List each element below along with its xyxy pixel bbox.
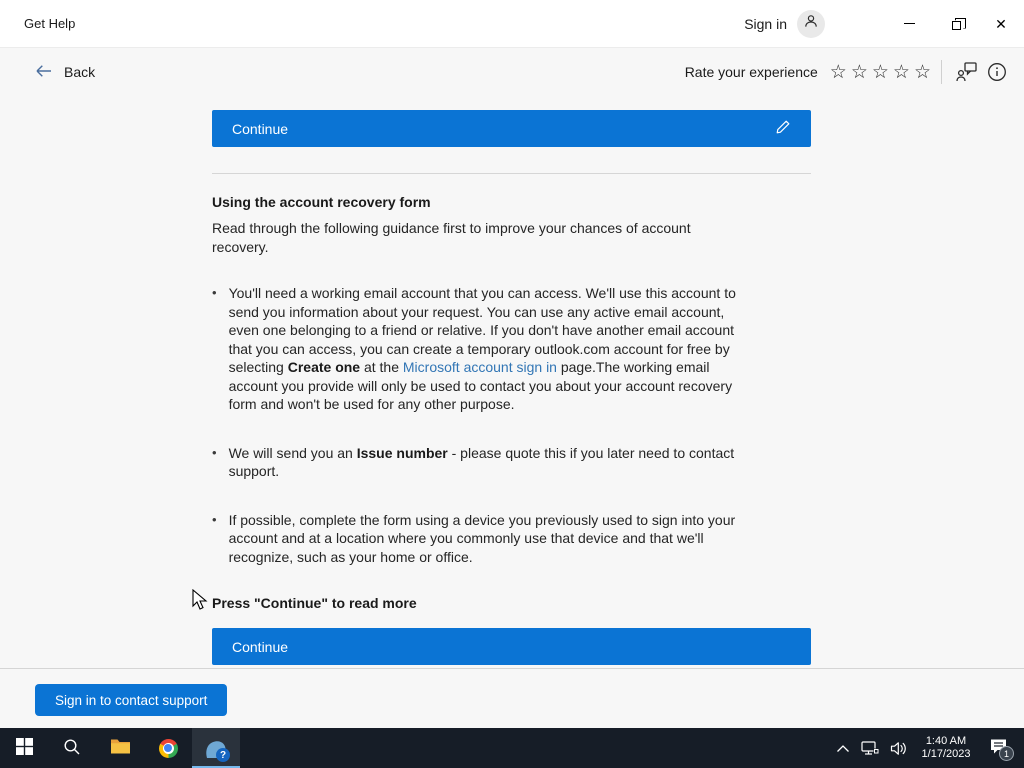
info-icon[interactable] bbox=[982, 57, 1012, 87]
rate-experience-label: Rate your experience bbox=[684, 64, 818, 80]
chrome-button[interactable] bbox=[144, 728, 192, 768]
toolbar-divider bbox=[941, 60, 942, 84]
back-button[interactable] bbox=[35, 64, 95, 81]
main-content bbox=[212, 110, 811, 665]
taskbar-clock[interactable] bbox=[914, 735, 978, 761]
clock-date: 1/17/2023 bbox=[921, 748, 971, 760]
section-divider bbox=[212, 173, 811, 174]
taskbar-search-button[interactable] bbox=[48, 728, 96, 768]
back-label: Back bbox=[64, 64, 96, 80]
chrome-icon bbox=[159, 739, 178, 758]
notification-badge: 1 bbox=[999, 746, 1014, 761]
mouse-cursor bbox=[190, 589, 210, 616]
speaker-icon[interactable] bbox=[884, 728, 914, 768]
footer-divider bbox=[0, 668, 1024, 669]
start-button[interactable] bbox=[0, 728, 48, 768]
titlebar bbox=[0, 0, 1024, 48]
bullet-1-part: at the bbox=[360, 359, 403, 375]
get-help-icon bbox=[203, 735, 229, 761]
windows-logo-icon bbox=[16, 738, 33, 758]
toolbar-right bbox=[685, 57, 1012, 87]
question-mark-icon: ? bbox=[216, 748, 230, 762]
back-arrow-icon bbox=[35, 64, 52, 81]
person-icon bbox=[803, 13, 819, 34]
star-icon[interactable]: ☆ bbox=[850, 61, 868, 83]
bullet-1-text bbox=[229, 284, 741, 414]
rating-stars bbox=[828, 63, 933, 82]
search-icon bbox=[63, 738, 81, 759]
press-continue-note: Press "Continue" to read more bbox=[212, 595, 417, 611]
network-icon[interactable] bbox=[856, 728, 884, 768]
titlebar-right bbox=[744, 0, 1024, 47]
toolbar bbox=[0, 56, 1024, 88]
restore-icon bbox=[952, 21, 961, 30]
clock-time: 1:40 AM bbox=[925, 735, 967, 747]
app-title: Get Help bbox=[24, 16, 76, 31]
list-item bbox=[212, 284, 811, 414]
bullet-2-bold: Issue number bbox=[356, 444, 448, 461]
list-item bbox=[212, 444, 811, 481]
microsoft-account-sign-in-link[interactable]: Microsoft account sign in bbox=[402, 359, 557, 375]
star-icon[interactable]: ☆ bbox=[829, 61, 847, 83]
star-icon[interactable]: ☆ bbox=[913, 61, 931, 83]
tray-chevron-up-icon[interactable] bbox=[830, 728, 856, 768]
list-item bbox=[212, 511, 811, 567]
bullet-3-text: If possible, complete the form using a device you previously used to sign into your account and at a location where you commonly use that device and that we'll recognize, such as your home or office. bbox=[228, 511, 736, 565]
avatar[interactable] bbox=[797, 10, 825, 38]
folder-icon bbox=[110, 738, 131, 758]
bullet-icon: • bbox=[212, 444, 217, 460]
section-heading: Using the account recovery form bbox=[212, 194, 431, 210]
intro-text: Read through the following guidance first to improve your chances of account recovery. bbox=[212, 220, 691, 255]
continue-bottom-button[interactable] bbox=[212, 628, 811, 665]
feedback-icon[interactable] bbox=[952, 57, 982, 87]
continue-bottom-label: Continue bbox=[232, 638, 289, 655]
system-tray bbox=[830, 728, 1024, 768]
minimize-icon bbox=[904, 23, 915, 24]
guidance-list bbox=[212, 284, 811, 566]
action-center-button[interactable] bbox=[978, 728, 1020, 768]
get-help-app-button[interactable] bbox=[192, 728, 240, 768]
close-icon: ✕ bbox=[995, 15, 1007, 32]
bullet-2-text bbox=[229, 444, 741, 481]
bullet-icon: • bbox=[212, 511, 217, 527]
bullet-1-part: You'll need a working email account that you can access. We'll use this account to send you information about your request. You can use any active email account, even one belonging to a friend or relative. If you don't have another email account that you can access, you can create a temporary outlook.com account for free by selecting bbox=[228, 285, 736, 375]
bullet-2-part: We will send you an bbox=[228, 444, 357, 461]
close-button[interactable] bbox=[978, 0, 1024, 47]
file-explorer-button[interactable] bbox=[96, 728, 144, 768]
continue-top-label: Continue bbox=[232, 120, 289, 137]
taskbar bbox=[0, 728, 1024, 768]
sign-in-label[interactable]: Sign in bbox=[744, 15, 787, 32]
pencil-icon bbox=[775, 119, 791, 138]
restore-button[interactable] bbox=[932, 0, 978, 47]
bullet-icon: • bbox=[212, 285, 217, 300]
continue-top-button[interactable] bbox=[212, 110, 811, 147]
sign-in-to-contact-support-button[interactable]: Sign in to contact support bbox=[35, 684, 227, 716]
bullet-2-part: - please quote this if you later need to contact support. bbox=[228, 444, 735, 479]
bullet-1-part: page.The working email account you provide will only be used to contact you about your account recovery form and won't be used for any other purpose. bbox=[228, 359, 733, 412]
star-icon[interactable]: ☆ bbox=[871, 61, 889, 83]
bullet-1-bold: Create one bbox=[287, 359, 361, 375]
star-icon[interactable]: ☆ bbox=[892, 61, 910, 83]
minimize-button[interactable] bbox=[886, 0, 932, 47]
